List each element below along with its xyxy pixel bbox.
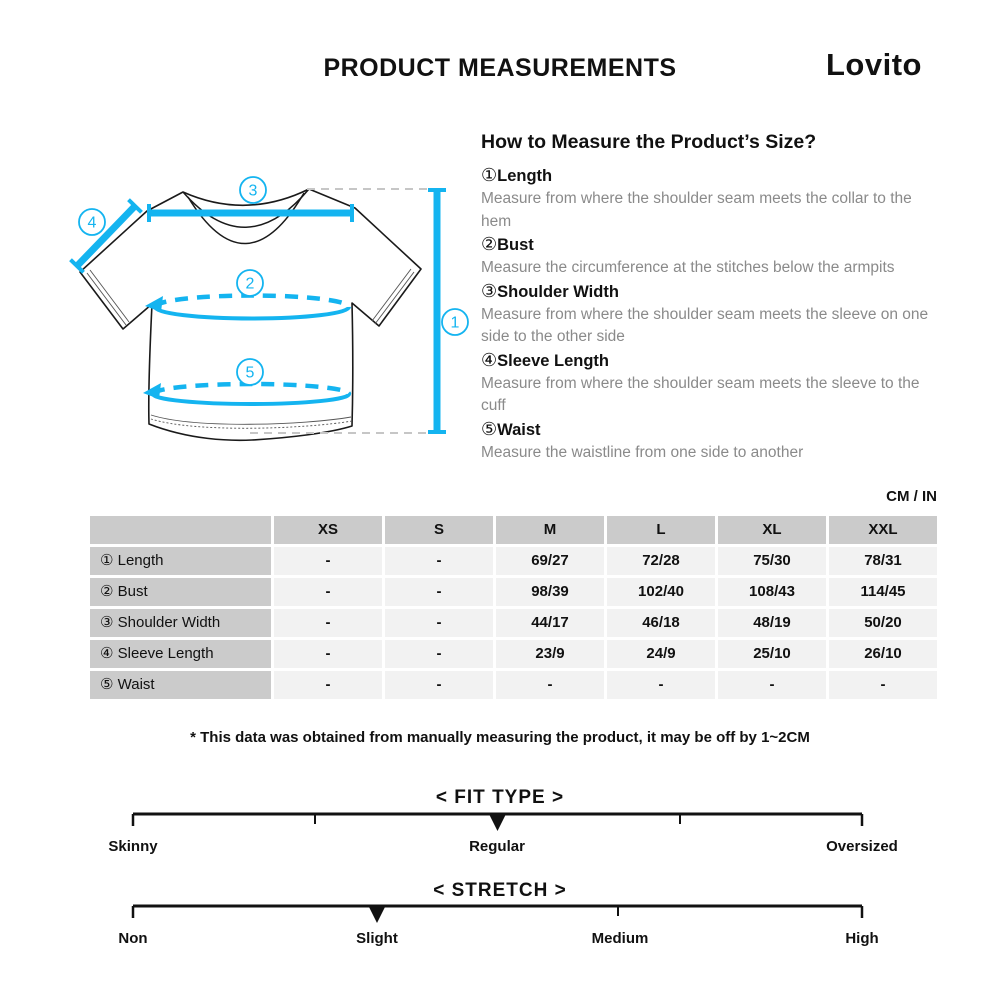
table-cell: 78/31 <box>829 547 937 575</box>
howto-item-length <box>481 164 939 233</box>
item-number: ⑤ <box>481 418 498 439</box>
table-cell: - <box>274 640 382 668</box>
table-cell: - <box>385 640 493 668</box>
table-cell: - <box>385 609 493 637</box>
table-cell: - <box>496 671 604 699</box>
howto-title: How to Measure the Product’s Size? <box>481 131 817 153</box>
row-label-shoulder-width: ③ Shoulder Width <box>90 609 271 637</box>
item-desc: Measure from where the shoulder seam meets the collar to the hem <box>481 190 912 230</box>
stretch-label-high: High <box>845 930 879 947</box>
howto-section <box>481 131 939 464</box>
stretch-scale <box>0 902 1000 932</box>
measurement-diagram <box>55 150 475 470</box>
table-cell: - <box>385 671 493 699</box>
svg-text:5: 5 <box>245 364 255 382</box>
table-cell: 46/18 <box>607 609 715 637</box>
item-number: ③ <box>481 280 498 301</box>
table-cell: - <box>829 671 937 699</box>
table-cell: 72/28 <box>607 547 715 575</box>
size-table <box>90 516 937 699</box>
svg-text:2: 2 <box>245 275 255 293</box>
row-label-sleeve-length: ④ Sleeve Length <box>90 640 271 668</box>
table-cell: - <box>274 671 382 699</box>
table-cell: 44/17 <box>496 609 604 637</box>
fit-type-marker-icon <box>490 815 506 831</box>
page-title: PRODUCT MEASUREMENTS <box>323 54 677 82</box>
svg-text:4: 4 <box>87 214 97 232</box>
item-label: Waist <box>497 420 541 439</box>
table-cell: 48/19 <box>718 609 826 637</box>
column-header-xl: XL <box>718 516 826 544</box>
item-desc: Measure the circumference at the stitches below the armpits <box>481 259 895 276</box>
table-cell: - <box>274 547 382 575</box>
stretch-title: < STRETCH > <box>433 880 567 901</box>
fit-type-scale <box>0 810 1000 840</box>
stretch-label-slight: Slight <box>356 930 398 947</box>
item-label: Bust <box>497 236 534 254</box>
table-cell: - <box>274 578 382 606</box>
fit-label-skinny: Skinny <box>108 838 158 855</box>
item-number: ① <box>481 165 498 185</box>
table-cell: 24/9 <box>607 640 715 668</box>
item-desc: Measure from where the shoulder seam meets the sleeve to the cuff <box>481 374 920 414</box>
fit-label-regular: Regular <box>469 838 525 855</box>
table-cell: - <box>385 578 493 606</box>
table-cell: 23/9 <box>496 640 604 668</box>
stretch-labels <box>0 930 1000 950</box>
howto-item-sleeve-length <box>481 349 939 418</box>
stretch-label-medium: Medium <box>591 930 649 947</box>
howto-item-bust <box>481 233 939 280</box>
svg-text:3: 3 <box>248 182 258 200</box>
row-label-length: ① Length <box>90 547 271 575</box>
table-cell: - <box>718 671 826 699</box>
stretch-label-non: Non <box>118 930 148 947</box>
svg-text:1: 1 <box>450 314 460 332</box>
howto-item-shoulder-width <box>481 280 939 349</box>
table-cell: - <box>274 609 382 637</box>
item-label: Length <box>497 167 553 185</box>
stretch-marker-icon <box>369 907 385 923</box>
item-label: Shoulder Width <box>497 282 619 301</box>
row-label-waist: ⑤ Waist <box>90 671 271 699</box>
table-cell: 102/40 <box>607 578 715 606</box>
item-label: Sleeve Length <box>497 351 610 370</box>
table-cell: 26/10 <box>829 640 937 668</box>
table-cell: - <box>607 671 715 699</box>
table-cell: 69/27 <box>496 547 604 575</box>
table-cell: 114/45 <box>829 578 937 606</box>
fit-type-title: < FIT TYPE > <box>435 787 565 808</box>
table-cell: 25/10 <box>718 640 826 668</box>
column-header-xs: XS <box>274 516 382 544</box>
measurement-disclaimer: * This data was obtained from manually measuring the product, it may be off by 1~2CM <box>190 729 810 746</box>
column-header-s: S <box>385 516 493 544</box>
item-desc: Measure the waistline from one side to another <box>481 443 804 461</box>
item-number: ④ <box>481 349 498 370</box>
fit-label-oversized: Oversized <box>826 838 898 855</box>
units-label: CM / IN <box>886 488 937 505</box>
brand-logo: Lovito <box>826 47 922 82</box>
row-label-bust: ② Bust <box>90 578 271 606</box>
column-header-xxl: XXL <box>829 516 937 544</box>
howto-item-waist <box>481 418 939 465</box>
column-header-m: M <box>496 516 604 544</box>
table-cell: - <box>385 547 493 575</box>
table-cell: 108/43 <box>718 578 826 606</box>
item-number: ② <box>481 234 498 254</box>
item-desc: Measure from where the shoulder seam meets the sleeve on one side to the other side <box>481 305 929 345</box>
table-cell: 98/39 <box>496 578 604 606</box>
table-corner-cell <box>90 516 271 544</box>
column-header-l: L <box>607 516 715 544</box>
table-cell: 50/20 <box>829 609 937 637</box>
fit-type-labels <box>0 838 1000 858</box>
table-cell: 75/30 <box>718 547 826 575</box>
